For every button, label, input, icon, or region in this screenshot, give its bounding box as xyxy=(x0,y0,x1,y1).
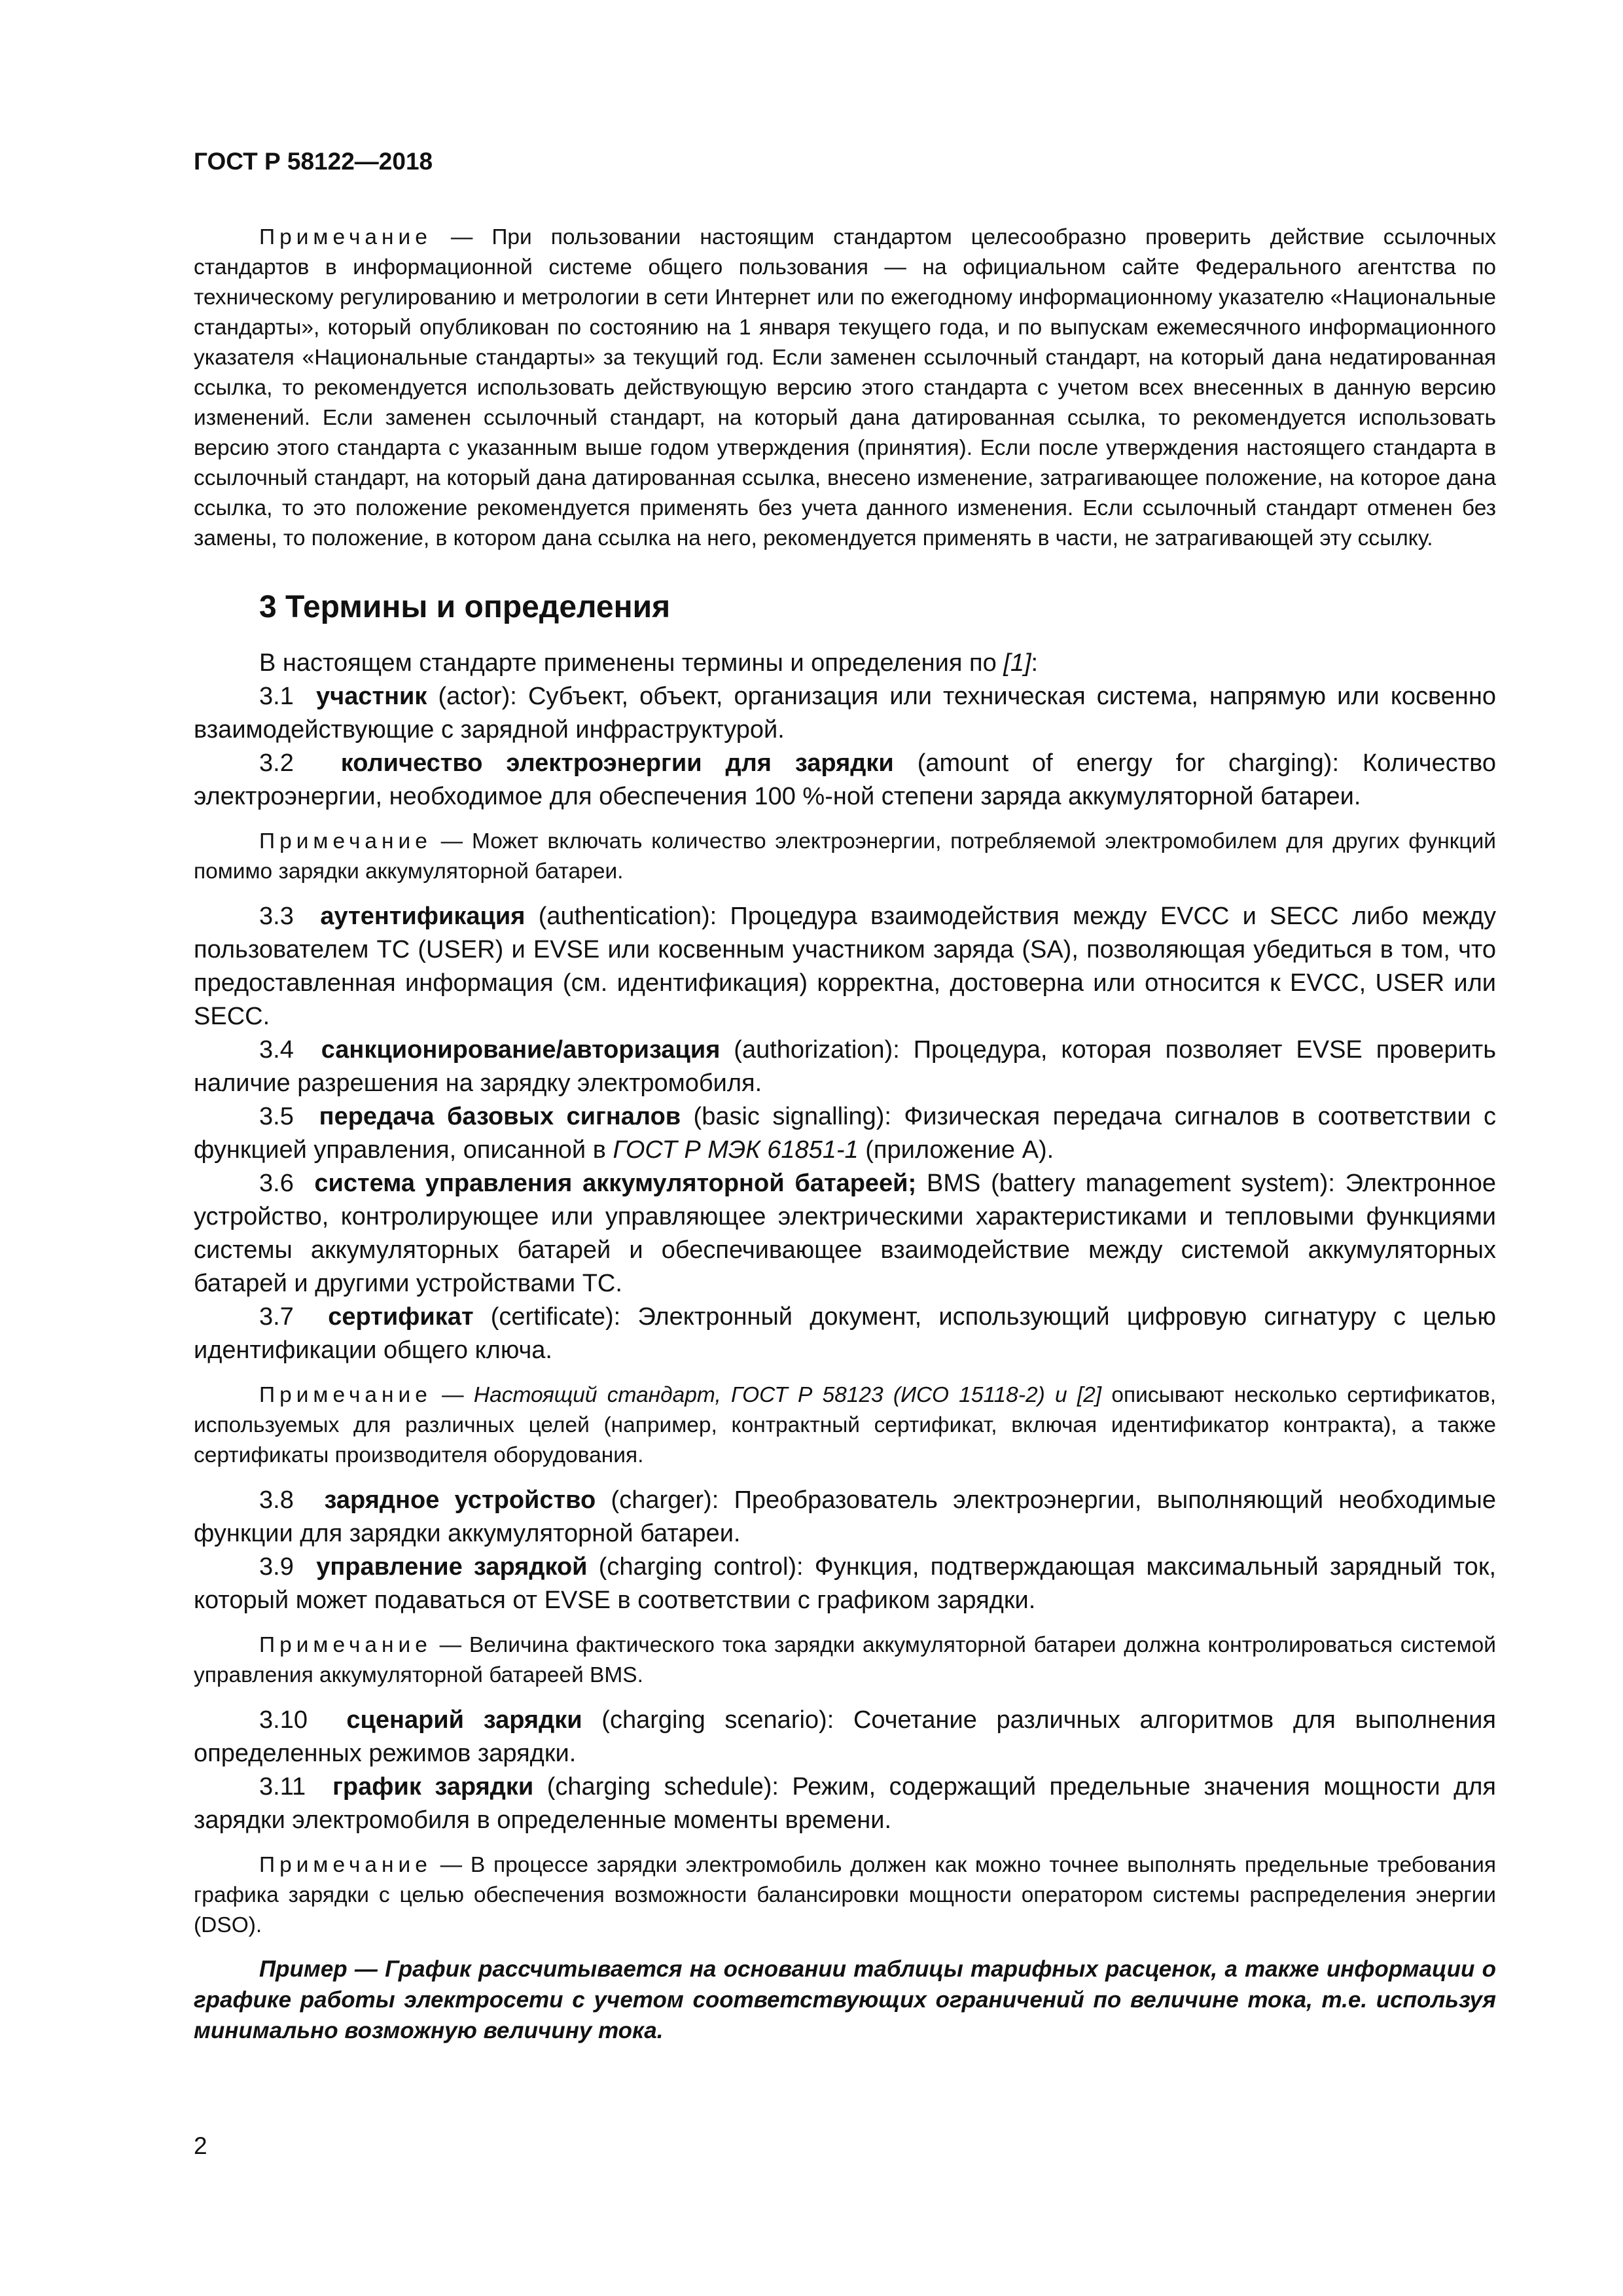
term-number: 3.8 xyxy=(259,1486,294,1514)
term-3-4 xyxy=(194,1033,1496,1100)
note-dash: — xyxy=(431,225,492,249)
term-3-6 xyxy=(194,1167,1496,1300)
term-definition: (charging schedule): Режим, содержащий предельные значения мощности для зарядки электромобиля в определенные моменты времени. xyxy=(194,1773,1497,1834)
note-label: Примечание xyxy=(259,225,432,249)
note-3-9 xyxy=(194,1630,1496,1691)
note-text: Может включать количество электроэнергии, потребляемой электромобилем для других функций помимо зарядки аккумуляторной батареи. xyxy=(194,829,1496,884)
term-3-8 xyxy=(194,1484,1496,1551)
section-intro xyxy=(194,647,1496,680)
page-number: 2 xyxy=(194,2132,207,2159)
term-name: передача базовых сигналов xyxy=(319,1103,681,1130)
term-definition: (amount of energy for charging): Количество электроэнергии, необходимое для обеспечения 100 %-ной степени заряда аккумуляторной батареи. xyxy=(194,749,1497,810)
term-definition: BMS (battery management system): Электронное устройство, контролирующее или управляющее электрическими характеристиками и тепловыми функциями системы аккумуляторных батарей и обеспечивающее взаимодействие между системой аккумуляторных батарей и другими устройствами ТС. xyxy=(194,1170,1496,1297)
note-label: Примечание xyxy=(259,1853,432,1877)
term-definition: (certificate): Электронный документ, использующий цифровую сигнатуру с целью идентификации общего ключа. xyxy=(194,1303,1496,1364)
note-text: Величина фактического тока зарядки аккумуляторной батареи должна контролироваться системой управления аккумуляторной батареей BMS. xyxy=(194,1633,1496,1687)
term-name: участник xyxy=(316,683,427,710)
document-header: ГОСТ Р 58122—2018 xyxy=(194,148,433,175)
note-dash: — xyxy=(431,829,472,853)
term-name: аутентификация xyxy=(320,903,526,930)
note-3-11 xyxy=(194,1850,1496,1941)
term-number: 3.5 xyxy=(259,1103,294,1130)
intro-reference: [1] xyxy=(1003,649,1031,677)
term-number: 3.11 xyxy=(259,1773,306,1801)
term-definition: (authorization): Процедура, которая позволяет EVSE проверить наличие разрешения на зарядку электромобиля. xyxy=(194,1036,1496,1097)
note-3-7 xyxy=(194,1380,1496,1471)
term-3-1 xyxy=(194,680,1496,747)
note-dash: — xyxy=(431,1383,474,1407)
term-number: 3.9 xyxy=(259,1553,294,1581)
term-3-2 xyxy=(194,747,1496,814)
term-name: количество электроэнергии для зарядки xyxy=(340,749,894,777)
term-3-3 xyxy=(194,900,1496,1033)
note-dash: — xyxy=(431,1633,469,1657)
term-name: сценарий зарядки xyxy=(346,1706,582,1734)
term-definition: (actor): Субъект, объект, организация или техническая система, напрямую или косвенно взаимодействующие с зарядной инфраструктурой. xyxy=(194,683,1497,744)
note-text: При пользовании настоящим стандартом целесообразно проверить действие ссылочных стандартов в информационной системе общего пользования — на официальном сайте Федерального агентства по техническому регулированию и метрологии в сети Интернет или по ежегодному информационному указателю «Национальные стандарты», который опубликован по состоянию на 1 января текущего года, и по выпускам ежемесячного информационного указателя «Национальные стандарты» за текущий год. Если заменен ссылочный стандарт, на который дана недатированная ссылка, то рекомендуется использовать действующую версию этого стандарта с учетом всех внесенных в данную версию изменений. Если заменен ссылочный стандарт, на который дана датированная ссылка, то рекомендуется использовать версию этого стандарта с указанным выше годом утверждения (принятия). Если после утверждения настоящего стандарта в ссылочный стандарт, на который дана датированная ссылка, внесено изменение, затрагивающее положение, на которое дана ссылка, то это положение рекомендуется применять без учета данного изменения. Если ссылочный стандарт отменен без замены, то положение, в котором дана ссылка на него, рекомендуется применять в части, не затрагивающей эту ссылку. xyxy=(194,225,1496,550)
term-definition: (authentication): Процедура взаимодействия между EVCC и SECC либо между пользователем ТС (USER) и EVSE или косвенным участником заряда (SA), позволяющая убедиться в том, что предоставленная информация (см. идентификация) корректна, достоверна или относится к EVCC, USER или SECC. xyxy=(194,903,1496,1030)
term-number: 3.7 xyxy=(259,1303,294,1331)
intro-end: : xyxy=(1031,649,1039,677)
term-number: 3.2 xyxy=(259,749,294,777)
note-label: Примечание xyxy=(259,829,432,853)
term-number: 3.4 xyxy=(259,1036,294,1064)
note-italic-text: Настоящий стандарт, ГОСТ Р 58123 (ИСО 15118-2) и [2] xyxy=(473,1383,1102,1407)
page-content xyxy=(194,223,1496,2046)
section-title: 3 Термины и определения xyxy=(259,590,671,624)
intro-text: В настоящем стандарте применены термины и определения по xyxy=(259,649,1004,677)
note-label: Примечание xyxy=(259,1633,432,1657)
term-number: 3.1 xyxy=(259,683,294,710)
note-text: В процессе зарядки электромобиль должен как можно точнее выполнять предельные требования графика зарядки с целью обеспечения возможности балансировки мощности оператором системы распределения энергии (DSO). xyxy=(194,1853,1496,1937)
term-3-10 xyxy=(194,1704,1496,1770)
term-name: сертификат xyxy=(328,1303,474,1331)
term-3-5 xyxy=(194,1100,1496,1167)
term-name: график зарядки xyxy=(332,1773,534,1801)
term-definition: (charging control): Функция, подтверждающая максимальный зарядный ток, который может подаваться от EVSE в соответствии с графиком зарядки. xyxy=(194,1553,1496,1614)
term-number: 3.6 xyxy=(259,1170,294,1197)
term-number: 3.3 xyxy=(259,903,294,930)
term-name: зарядное устройство xyxy=(324,1486,596,1514)
note-references xyxy=(194,223,1496,554)
term-number: 3.10 xyxy=(259,1706,308,1734)
term-definition: (charging scenario): Сочетание различных алгоритмов для выполнения определенных режимов зарядки. xyxy=(194,1706,1496,1767)
term-3-11 xyxy=(194,1770,1496,1837)
term-name: система управления аккумуляторной батареей; xyxy=(314,1170,917,1197)
example-paragraph: Пример — График рассчитывается на основании таблицы тарифных расценок, а также информации о графике работы электросети с учетом соответствующих ограничений по величине тока, т.е. используя минимально возможную величину тока. xyxy=(194,1956,1496,2043)
term-name: санкционирование/авторизация xyxy=(321,1036,721,1064)
term-3-7 xyxy=(194,1300,1496,1367)
note-3-2 xyxy=(194,827,1496,887)
term-definition: (basic signalling): Физическая передача сигналов в соответствии с функцией управления, описанной в xyxy=(194,1103,1496,1164)
term-definition-end: (приложение А). xyxy=(858,1136,1054,1164)
note-label: Примечание xyxy=(259,1383,432,1407)
term-name: управление зарядкой xyxy=(316,1553,588,1581)
note-dash: — xyxy=(431,1853,471,1877)
note-text: описывают несколько сертификатов, используемых для различных целей (например, контрактный сертификат, включая идентификатор контракта), а также сертификаты производителя оборудования. xyxy=(194,1383,1497,1467)
term-definition: (charger): Преобразователь электроэнергии, выполняющий необходимые функции для зарядки аккумуляторной батареи. xyxy=(194,1486,1496,1547)
term-reference: ГОСТ Р МЭК 61851-1 xyxy=(613,1136,859,1164)
term-3-9 xyxy=(194,1551,1496,1617)
